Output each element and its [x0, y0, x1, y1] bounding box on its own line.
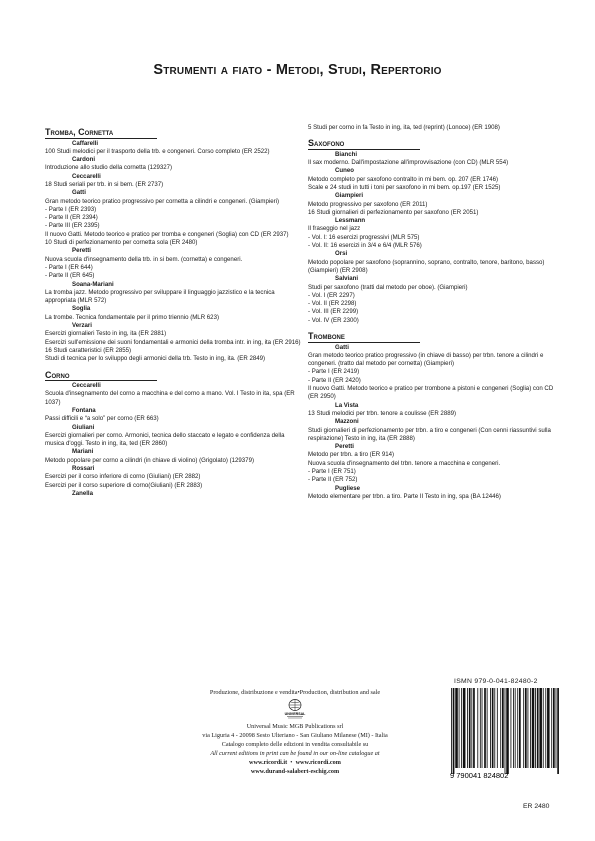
catalogue-entry: Esercizi per il corso superiore di corno(Giuliani) (ER 2883): [45, 481, 203, 489]
catalogue-entry: - Parte II (ER 2394): [45, 214, 98, 222]
author-name: Lessmann: [335, 217, 366, 225]
catalogue-entry: La tromba jazz. Metodo progressivo per sviluppare il linguaggio jazzistico e la tecnica appropriata (MLR 572): [45, 288, 275, 305]
barcode-icon: [449, 688, 564, 780]
left-column: [45, 124, 303, 498]
catalogue-entry: Studi di tecnica per lo sviluppo degli armonici della trb. Testo in ing, ita. (ER 2849): [45, 355, 266, 363]
catalogue-entry: - Vol. IV (ER 2300): [308, 316, 359, 324]
catalogue-entry: Metodo popolare per corno a cilindri (in chiave di violino) (Grigolato) (129379): [45, 456, 254, 464]
catalogue-entry: - Parte II (ER 752): [308, 476, 358, 484]
section-heading: Corno: [45, 370, 160, 382]
author-name: Cuneo: [335, 167, 354, 175]
edition-code: ER 2480: [523, 803, 550, 810]
catalogue-entry: - Vol. III (ER 2299): [308, 308, 359, 316]
website-ricordi-com[interactable]: www.ricordi.com: [295, 759, 341, 766]
catalogue-entry: - Parte II (ER 645): [45, 272, 95, 280]
website-ricordi-it[interactable]: www.ricordi.it: [249, 759, 288, 766]
catalogue-entry: Gran metodo teorico pratico progressivo per cornetta a cilindri e congeneri. (Giampieri): [45, 197, 280, 205]
catalogue-english: All current editions in print can be found in our on-line catalogue at: [210, 750, 380, 757]
catalogue-entry: La trombe. Tecnica fondamentale per il primo triennio (MLR 623): [45, 313, 219, 321]
section-heading: Trombone: [308, 331, 423, 343]
section: [308, 124, 558, 132]
author-name: Verzari: [72, 322, 92, 330]
catalogue-entry: Studi per saxofono (tratti dal metodo per oboe). (Giampieri): [308, 283, 468, 291]
author-name: Cardoni: [72, 156, 96, 164]
author-name: Orsi: [335, 250, 348, 258]
barcode-digits: 9 790041 824802: [450, 771, 509, 780]
author-name: Giampieri: [335, 192, 364, 200]
section-heading: Tromba, Cornetta: [45, 127, 160, 139]
section-heading: Saxofono: [308, 138, 423, 150]
company-name: Universal Music MGB Publications srl: [246, 723, 344, 730]
catalogue-entry: Gran metodo teorico pratico progressivo (in chiave di basso) per trbn. tenore a cilindri e congeneri. (tratto dal metodo per cornetta) (Giampieri): [308, 351, 544, 368]
catalogue-entry: Il sax moderno. Dall'impostazione all'improvvisazione (con CD) (MLR 554): [308, 159, 509, 167]
author-name: Gatti: [72, 189, 86, 197]
catalogue-entry: - Parte III (ER 2395): [45, 222, 100, 230]
catalogue-entry: 16 Studi giornalieri di perfezionamento per saxofono (ER 2051): [308, 208, 479, 216]
catalogue-entry: Esercizi giornalieri per corno. Armonici, tecnica dello staccato e legato e confidenza della musica d'oggi. Testo in ing, ita, ted (ER 2860): [45, 431, 285, 448]
catalogue-entry: Scale e 24 studi in tutti i toni per saxofono in mi bem. op.197 (ER 1525): [308, 183, 501, 191]
catalogue-entry: - Vol. I: 16 esercizi progressivi (MLR 575): [308, 233, 420, 241]
catalogue-entry: Esercizi giornalieri Testo in ing, ita (ER 2881): [45, 330, 167, 338]
catalogue-entry: Metodo popolare per saxofono (soprannino, soprano, contralto, tenore, baritono, basso) (Giampieri) (ER 2908): [308, 258, 545, 274]
catalogue-entry: 18 Studi seriali per trb. in si bem. (ER 2737): [45, 180, 164, 188]
author-name: Gatti: [335, 343, 349, 351]
universal-logo-icon: [278, 698, 312, 720]
author-name: Peretti: [335, 443, 354, 451]
catalogue-entry: Il nuovo Gatti. Metodo teorico e pratico per trombone a pistoni e congeneri (Soglia) con CD (ER 2950): [308, 385, 554, 401]
catalogue-entry: - Parte I (ER 2393): [45, 205, 97, 213]
author-name: Ceccarelli: [72, 382, 101, 390]
catalogue-entry: 16 Studi caratteristici (ER 2855): [45, 346, 132, 354]
catalogue-entry: 13 Studi melodici per trbn. tenore a coulisse (ER 2889): [308, 409, 457, 417]
section: [308, 138, 558, 325]
author-name: Giuliani: [72, 423, 95, 431]
catalogue-entry: - Parte I (ER 751): [308, 467, 356, 475]
logo-text: UNIVERSAL: [284, 712, 306, 716]
ismn-code: ISMN 979-0-041-82480-2: [454, 678, 538, 685]
catalogue-entry: - Parte II (ER 2420): [308, 376, 361, 384]
catalogue-entry: 100 Studi melodici per il trasporto della trb. e congeneri. Corso completo (ER 2522): [45, 147, 270, 155]
section: [45, 370, 303, 499]
author-name: Soglia: [72, 305, 91, 313]
catalogue-entry: 10 Studi di perfezionamento per cornetta sola (ER 2480): [45, 239, 198, 247]
catalogue-entry: Studi giornalieri di perfezionamento per trbn. a tiro e congeneri (Con cenni riassuntivi sulla respirazione) Testo in ing, ita (ER 2888): [308, 426, 551, 442]
catalogue-entry: Introduzione allo studio della cornetta (129327): [45, 164, 173, 172]
author-name: Ceccarelli: [72, 172, 101, 180]
page-title: Strumenti a fiato - Metodi, Studi, Repertorio: [153, 62, 442, 78]
section: [308, 331, 558, 501]
right-column: [308, 124, 558, 501]
catalogue-entry: Metodo elementare per trbn. a tiro. Parte II Testo in ing, spa (BA 12446): [308, 492, 501, 500]
section: [45, 127, 303, 364]
catalogue-entry: Esercizi sull'emissione dei suoni fondamentali e armonici della tromba intr. in ing, ita (ER 2916): [45, 338, 301, 346]
author-name: Peretti: [72, 247, 91, 255]
catalogue-entry: Nuova scuola d'insegnamento del trbn. tenore a macchina e congeneri.: [308, 459, 501, 467]
author-name: Zanella: [72, 489, 93, 497]
author-name: Mazzoni: [335, 418, 359, 426]
author-name: Mariani: [72, 448, 94, 456]
author-name: Fontana: [72, 406, 96, 414]
author-name: Salviani: [335, 275, 359, 283]
author-name: Pugliese: [335, 484, 361, 492]
author-name: Caffarelli: [72, 139, 99, 147]
author-name: La Vista: [335, 401, 359, 409]
catalogue-entry: Metodo completo per saxofono contralto in mi bem. op. 207 (ER 1746): [308, 175, 499, 183]
catalogue-entry: Il nuovo Gatti. Metodo teorico e pratico per tromba e congeneri (Soglia) con CD (ER 2937): [45, 230, 289, 238]
catalogue-entry: Metodo per trbn. a tiro (ER 914): [308, 451, 395, 459]
website-durand[interactable]: www.durand-salabert-eschig.com: [250, 768, 340, 775]
catalogue-entry: Passi difficili e “a solo” per corno (ER 663): [45, 415, 159, 423]
catalogue-entry: - Vol. II: 16 esercizi in 3/4 e 6/4 (MLR 576): [308, 242, 422, 250]
catalogue-italian: Catalogo completo delle edizioni in vendita consultabile su: [221, 741, 369, 748]
company-address: via Liguria 4 - 20098 Sesto Ulteriano - San Giuliano Milanese (MI) - Italia: [202, 732, 388, 739]
catalogue-entry: Scuola d'insegnamento del corno a macchina e del corno a mano. Vol. I Testo in ita, spa (ER 1037): [45, 390, 295, 406]
catalogue-entry: - Vol. II (ER 2298): [308, 300, 357, 308]
catalogue-entry: - Parte I (ER 2419): [308, 368, 360, 376]
catalogue-entry: 5 Studi per corno in fa Testo in ing, ita, ted (reprint) (Lonoce) (ER 1908): [308, 124, 500, 131]
catalogue-entry: - Vol. I (ER 2297): [308, 291, 355, 299]
author-name: Rossari: [72, 464, 95, 472]
catalogue-entry: Nuova scuola d'insegnamento della trb. in si bem. (cornetta) e congeneri.: [45, 255, 243, 263]
publisher-footer: Produzione, distribuzione e vendita•Production, distribution and sale UNIVERSAL Universal Music MGB Publications srl via Liguria 4 - 20098 Sesto Ulteriano - San Giuliano Milanese (MI) - Italia Catalogo completo delle edizioni in vendita consultabile su All current editions in print can be found in our on-line catalogue at www.ricordi.it • www.ricordi.com www.durand-salabert-eschig.com: [140, 688, 450, 776]
catalogue-entry: Il fraseggio nel jazz: [308, 225, 361, 233]
catalogue-entry: Metodo progressivo per saxofono (ER 2011): [308, 200, 428, 208]
author-name: Bianchi: [335, 150, 358, 158]
catalogue-entry: Esercizi per il corso inferiore di corno (Giuliani) (ER 2882): [45, 473, 201, 481]
author-name: Soana-Mariani: [72, 280, 114, 288]
catalogue-entry: - Parte I (ER 644): [45, 263, 93, 271]
production-line: Produzione, distribuzione e vendita•Production, distribution and sale: [209, 689, 381, 696]
